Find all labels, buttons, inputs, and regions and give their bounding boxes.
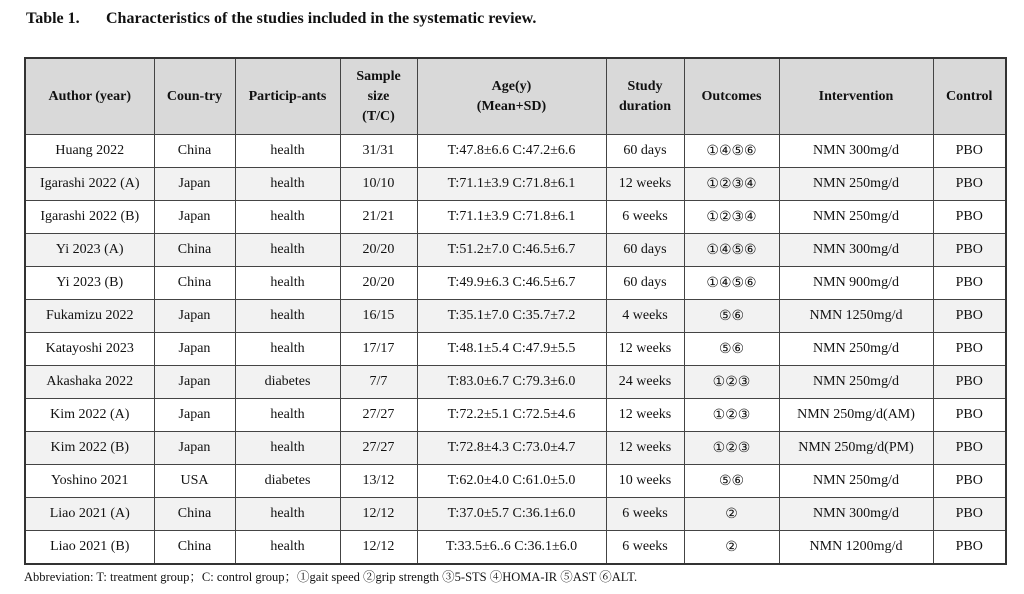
table-row xyxy=(25,498,1006,531)
cell-duration: 24 weeks xyxy=(606,366,684,399)
header-sample-size: Sample size (T/C) xyxy=(340,58,417,135)
cell-participants: health xyxy=(235,201,340,234)
cell-intervention: NMN 900mg/d xyxy=(779,267,933,300)
cell-duration: 60 days xyxy=(606,234,684,267)
cell-age: T:72.8±4.3 C:73.0±4.7 xyxy=(417,432,606,465)
cell-sample-size: 13/12 xyxy=(340,465,417,498)
cell-outcomes: ①④⑤⑥ xyxy=(684,267,779,300)
cell-control: PBO xyxy=(933,135,1006,168)
cell-country: China xyxy=(154,234,235,267)
cell-country: Japan xyxy=(154,399,235,432)
cell-author: Huang 2022 xyxy=(25,135,154,168)
footnote: Abbreviation: T: treatment group；C: control group；①gait speed ②grip strength ③5-STS ④HOMA-IR ⑤AST ⑥ALT. xyxy=(24,570,638,584)
table-row xyxy=(25,366,1006,399)
cell-sample-size: 16/15 xyxy=(340,300,417,333)
cell-author: Liao 2021 (B) xyxy=(25,531,154,565)
cell-duration: 6 weeks xyxy=(606,531,684,565)
header-outcomes: Outcomes xyxy=(684,58,779,135)
cell-participants: health xyxy=(235,432,340,465)
studies-table xyxy=(24,57,1007,565)
cell-age: T:71.1±3.9 C:71.8±6.1 xyxy=(417,168,606,201)
cell-sample-size: 31/31 xyxy=(340,135,417,168)
cell-outcomes: ② xyxy=(684,498,779,531)
cell-outcomes: ⑤⑥ xyxy=(684,333,779,366)
cell-duration: 10 weeks xyxy=(606,465,684,498)
cell-intervention: NMN 250mg/d xyxy=(779,366,933,399)
cell-country: Japan xyxy=(154,432,235,465)
cell-sample-size: 12/12 xyxy=(340,498,417,531)
cell-author: Fukamizu 2022 xyxy=(25,300,154,333)
table-body xyxy=(25,135,1006,565)
cell-participants: diabetes xyxy=(235,366,340,399)
cell-participants: health xyxy=(235,300,340,333)
header-author: Author (year) xyxy=(25,58,154,135)
cell-participants: health xyxy=(235,531,340,565)
cell-author: Kim 2022 (A) xyxy=(25,399,154,432)
cell-author: Yoshino 2021 xyxy=(25,465,154,498)
cell-outcomes: ①②③ xyxy=(684,399,779,432)
cell-age: T:71.1±3.9 C:71.8±6.1 xyxy=(417,201,606,234)
cell-age: T:37.0±5.7 C:36.1±6.0 xyxy=(417,498,606,531)
header-row xyxy=(25,58,1006,135)
table-row xyxy=(25,399,1006,432)
cell-author: Katayoshi 2023 xyxy=(25,333,154,366)
cell-age: T:51.2±7.0 C:46.5±6.7 xyxy=(417,234,606,267)
cell-sample-size: 20/20 xyxy=(340,234,417,267)
header-age: Age(y) (Mean+SD) xyxy=(417,58,606,135)
cell-age: T:47.8±6.6 C:47.2±6.6 xyxy=(417,135,606,168)
cell-control: PBO xyxy=(933,531,1006,565)
cell-author: Igarashi 2022 (B) xyxy=(25,201,154,234)
cell-outcomes: ② xyxy=(684,531,779,565)
table-row xyxy=(25,234,1006,267)
cell-country: USA xyxy=(154,465,235,498)
cell-country: Japan xyxy=(154,201,235,234)
cell-sample-size: 20/20 xyxy=(340,267,417,300)
cell-participants: diabetes xyxy=(235,465,340,498)
cell-age: T:62.0±4.0 C:61.0±5.0 xyxy=(417,465,606,498)
cell-intervention: NMN 250mg/d(PM) xyxy=(779,432,933,465)
cell-intervention: NMN 1200mg/d xyxy=(779,531,933,565)
cell-intervention: NMN 250mg/d xyxy=(779,201,933,234)
cell-control: PBO xyxy=(933,399,1006,432)
cell-intervention: NMN 1250mg/d xyxy=(779,300,933,333)
cell-age: T:72.2±5.1 C:72.5±4.6 xyxy=(417,399,606,432)
cell-duration: 12 weeks xyxy=(606,432,684,465)
cell-country: Japan xyxy=(154,333,235,366)
cell-control: PBO xyxy=(933,432,1006,465)
cell-participants: health xyxy=(235,399,340,432)
cell-participants: health xyxy=(235,498,340,531)
cell-country: Japan xyxy=(154,168,235,201)
cell-control: PBO xyxy=(933,465,1006,498)
cell-country: China xyxy=(154,498,235,531)
cell-duration: 4 weeks xyxy=(606,300,684,333)
cell-age: T:33.5±6..6 C:36.1±6.0 xyxy=(417,531,606,565)
cell-duration: 60 days xyxy=(606,267,684,300)
cell-outcomes: ①②③④ xyxy=(684,201,779,234)
table-row xyxy=(25,432,1006,465)
cell-intervention: NMN 250mg/d xyxy=(779,333,933,366)
cell-author: Liao 2021 (A) xyxy=(25,498,154,531)
cell-participants: health xyxy=(235,333,340,366)
cell-country: Japan xyxy=(154,300,235,333)
table-caption xyxy=(26,10,536,28)
cell-intervention: NMN 300mg/d xyxy=(779,135,933,168)
cell-age: T:49.9±6.3 C:46.5±6.7 xyxy=(417,267,606,300)
cell-control: PBO xyxy=(933,498,1006,531)
cell-intervention: NMN 300mg/d xyxy=(779,498,933,531)
cell-control: PBO xyxy=(933,201,1006,234)
cell-sample-size: 17/17 xyxy=(340,333,417,366)
cell-outcomes: ①④⑤⑥ xyxy=(684,135,779,168)
cell-participants: health xyxy=(235,135,340,168)
table-row xyxy=(25,333,1006,366)
table-row xyxy=(25,135,1006,168)
cell-duration: 12 weeks xyxy=(606,168,684,201)
cell-author: Igarashi 2022 (A) xyxy=(25,168,154,201)
header-participants: Particip-ants xyxy=(235,58,340,135)
cell-control: PBO xyxy=(933,333,1006,366)
cell-outcomes: ①②③ xyxy=(684,432,779,465)
cell-sample-size: 21/21 xyxy=(340,201,417,234)
table-row xyxy=(25,168,1006,201)
header-country: Coun-try xyxy=(154,58,235,135)
cell-author: Yi 2023 (B) xyxy=(25,267,154,300)
table-row xyxy=(25,300,1006,333)
cell-participants: health xyxy=(235,267,340,300)
cell-control: PBO xyxy=(933,267,1006,300)
header-study-duration: Study duration xyxy=(606,58,684,135)
cell-sample-size: 7/7 xyxy=(340,366,417,399)
table-title: Characteristics of the studies included in the systematic review. xyxy=(106,10,537,27)
cell-sample-size: 12/12 xyxy=(340,531,417,565)
header-control: Control xyxy=(933,58,1006,135)
cell-duration: 6 weeks xyxy=(606,201,684,234)
cell-author: Yi 2023 (A) xyxy=(25,234,154,267)
cell-country: Japan xyxy=(154,366,235,399)
cell-age: T:35.1±7.0 C:35.7±7.2 xyxy=(417,300,606,333)
table-row xyxy=(25,465,1006,498)
cell-outcomes: ①②③ xyxy=(684,366,779,399)
cell-intervention: NMN 300mg/d xyxy=(779,234,933,267)
cell-sample-size: 27/27 xyxy=(340,432,417,465)
cell-outcomes: ⑤⑥ xyxy=(684,465,779,498)
cell-control: PBO xyxy=(933,300,1006,333)
cell-intervention: NMN 250mg/d xyxy=(779,465,933,498)
table-row xyxy=(25,267,1006,300)
cell-country: China xyxy=(154,135,235,168)
cell-age: T:83.0±6.7 C:79.3±6.0 xyxy=(417,366,606,399)
cell-duration: 60 days xyxy=(606,135,684,168)
table-row xyxy=(25,201,1006,234)
table-number: Table 1. xyxy=(26,10,80,27)
cell-control: PBO xyxy=(933,168,1006,201)
header-intervention: Intervention xyxy=(779,58,933,135)
cell-participants: health xyxy=(235,234,340,267)
cell-intervention: NMN 250mg/d(AM) xyxy=(779,399,933,432)
cell-duration: 6 weeks xyxy=(606,498,684,531)
cell-sample-size: 10/10 xyxy=(340,168,417,201)
cell-country: China xyxy=(154,267,235,300)
cell-participants: health xyxy=(235,168,340,201)
cell-duration: 12 weeks xyxy=(606,399,684,432)
cell-age: T:48.1±5.4 C:47.9±5.5 xyxy=(417,333,606,366)
cell-sample-size: 27/27 xyxy=(340,399,417,432)
cell-author: Akashaka 2022 xyxy=(25,366,154,399)
table-row xyxy=(25,531,1006,565)
cell-outcomes: ①④⑤⑥ xyxy=(684,234,779,267)
cell-outcomes: ①②③④ xyxy=(684,168,779,201)
cell-control: PBO xyxy=(933,366,1006,399)
cell-intervention: NMN 250mg/d xyxy=(779,168,933,201)
cell-duration: 12 weeks xyxy=(606,333,684,366)
cell-author: Kim 2022 (B) xyxy=(25,432,154,465)
cell-outcomes: ⑤⑥ xyxy=(684,300,779,333)
cell-country: China xyxy=(154,531,235,565)
cell-control: PBO xyxy=(933,234,1006,267)
